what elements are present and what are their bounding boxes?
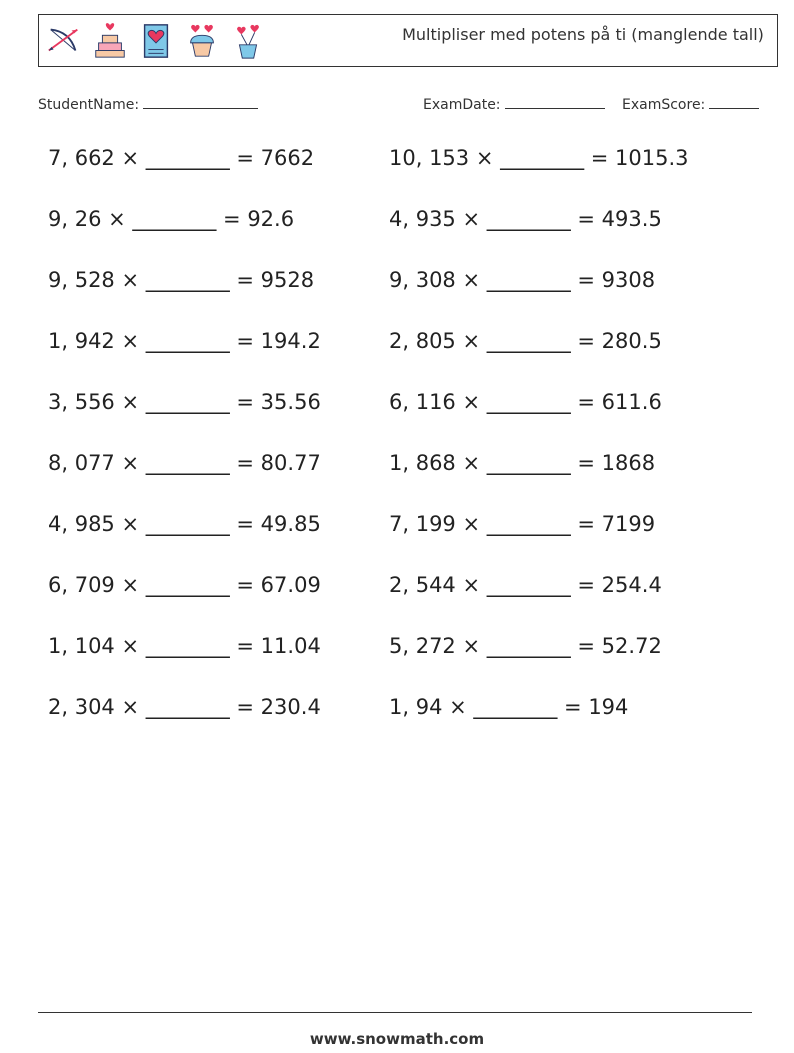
icon-strip xyxy=(45,19,267,63)
problem-10: 6, 116 × ________ = 611.6 xyxy=(389,390,662,414)
flower-pot-icon xyxy=(229,21,267,61)
exam-score-field xyxy=(622,94,759,113)
footer-site[interactable]: www.snowmath.com xyxy=(309,1030,485,1048)
problem-16: 2, 544 × ________ = 254.4 xyxy=(389,573,662,597)
problem-5: 9, 528 × ________ = 9528 xyxy=(48,268,315,292)
student-name-label: StudentName: xyxy=(38,97,140,113)
exam-score-label: ExamScore: xyxy=(622,97,706,113)
cake-icon xyxy=(91,21,129,61)
exam-date-field xyxy=(423,94,605,113)
problem-6: 9, 308 × ________ = 9308 xyxy=(389,268,656,292)
cupcake-icon xyxy=(183,21,221,61)
problem-13: 4, 985 × ________ = 49.85 xyxy=(48,512,321,536)
exam-score-line[interactable] xyxy=(709,94,759,109)
student-name-line[interactable] xyxy=(143,94,258,109)
problem-19: 2, 304 × ________ = 230.4 xyxy=(48,695,321,719)
exam-date-line[interactable] xyxy=(505,94,605,109)
problem-18: 5, 272 × ________ = 52.72 xyxy=(389,634,662,658)
problem-20: 1, 94 × ________ = 194 xyxy=(389,695,629,719)
problem-17: 1, 104 × ________ = 11.04 xyxy=(48,634,321,658)
header-box xyxy=(38,14,778,67)
problem-15: 6, 709 × ________ = 67.09 xyxy=(48,573,321,597)
problem-3: 9, 26 × ________ = 92.6 xyxy=(48,207,295,231)
problem-7: 1, 942 × ________ = 194.2 xyxy=(48,329,321,353)
problem-2: 10, 153 × ________ = 1015.3 xyxy=(389,146,689,170)
problem-8: 2, 805 × ________ = 280.5 xyxy=(389,329,662,353)
problem-4: 4, 935 × ________ = 493.5 xyxy=(389,207,662,231)
student-name-field xyxy=(38,94,258,113)
problem-12: 1, 868 × ________ = 1868 xyxy=(389,451,656,475)
bow-arrow-icon xyxy=(45,21,83,61)
problem-11: 8, 077 × ________ = 80.77 xyxy=(48,451,321,475)
problem-9: 3, 556 × ________ = 35.56 xyxy=(48,390,321,414)
problem-1: 7, 662 × ________ = 7662 xyxy=(48,146,315,170)
worksheet-title: Multipliser med potens på ti (manglende tall) xyxy=(402,25,764,44)
footer-rule xyxy=(38,1012,752,1013)
exam-date-label: ExamDate: xyxy=(423,97,501,113)
problem-14: 7, 199 × ________ = 7199 xyxy=(389,512,656,536)
card-heart-icon xyxy=(137,21,175,61)
